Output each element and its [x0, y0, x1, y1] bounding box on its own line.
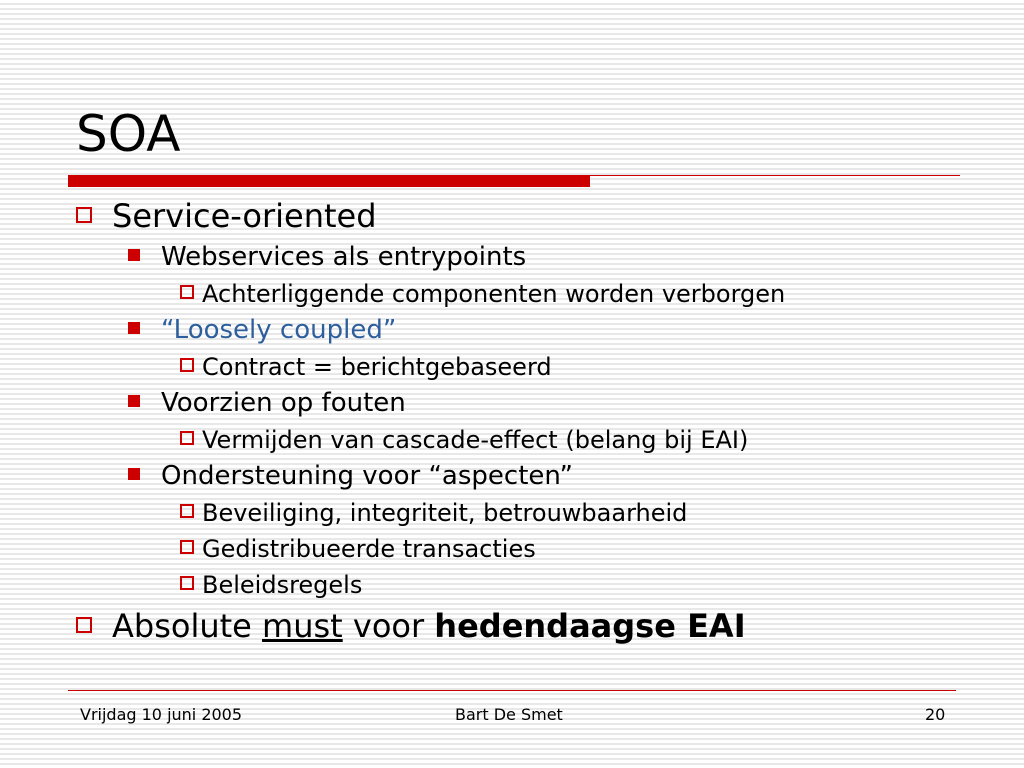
hollow-square-bullet-icon [180, 358, 194, 372]
title-underline-thin [590, 175, 960, 176]
hollow-square-bullet-icon [180, 540, 194, 554]
hollow-square-bullet-icon [76, 207, 92, 223]
bullet-level2 [128, 314, 396, 346]
bullet-level3 [180, 570, 362, 600]
bullet-text: Gedistribueerde transacties [202, 535, 536, 563]
footer-date: Vrijdag 10 juni 2005 [80, 705, 243, 724]
bullet-level3 [180, 534, 536, 564]
bullet-text: Beleidsregels [202, 571, 363, 599]
bullet-text: Voorzien op fouten [161, 388, 406, 418]
footer-divider [68, 690, 956, 691]
bullet-text-underlined: must [262, 607, 343, 645]
bullet-level3 [180, 425, 748, 455]
solid-square-bullet-icon [128, 322, 140, 334]
hollow-square-bullet-icon [76, 617, 92, 633]
bullet-text: Ondersteuning voor “aspecten” [161, 461, 573, 491]
footer-page-number: 20 [925, 705, 946, 724]
bullet-text: Beveiliging, integriteit, betrouwbaarheid [202, 499, 688, 527]
bullet-level3 [180, 279, 785, 309]
hollow-square-bullet-icon [180, 504, 194, 518]
solid-square-bullet-icon [128, 395, 140, 407]
bullet-level2 [128, 387, 406, 419]
bullet-text: Contract = berichtgebaseerd [202, 353, 552, 381]
bullet-text: Vermijden van cascade-effect (belang bij EAI) [202, 426, 749, 454]
bullet-level2 [128, 460, 573, 492]
title-underline-thick [68, 175, 590, 187]
hollow-square-bullet-icon [180, 431, 194, 445]
slide-title: SOA [76, 105, 181, 163]
bullet-level2 [128, 241, 526, 273]
bullet-text: Achterliggende componenten worden verborgen [202, 280, 786, 308]
hollow-square-bullet-icon [180, 285, 194, 299]
bullet-level3 [180, 352, 552, 382]
bullet-text-bold: hedendaagse EAI [434, 607, 746, 645]
bullet-text: Service-oriented [112, 197, 377, 235]
bullet-level1 [76, 196, 377, 236]
hollow-square-bullet-icon [180, 576, 194, 590]
bullet-text: Webservices als entrypoints [161, 242, 527, 272]
solid-square-bullet-icon [128, 249, 140, 261]
bullet-text-part: voor [342, 607, 435, 645]
footer-author: Bart De Smet [455, 705, 563, 724]
bullet-text-part: Absolute [112, 607, 263, 645]
solid-square-bullet-icon [128, 468, 140, 480]
bullet-level3 [180, 498, 687, 528]
bullet-level1 [76, 606, 746, 646]
bullet-text: “Loosely coupled” [161, 315, 397, 345]
